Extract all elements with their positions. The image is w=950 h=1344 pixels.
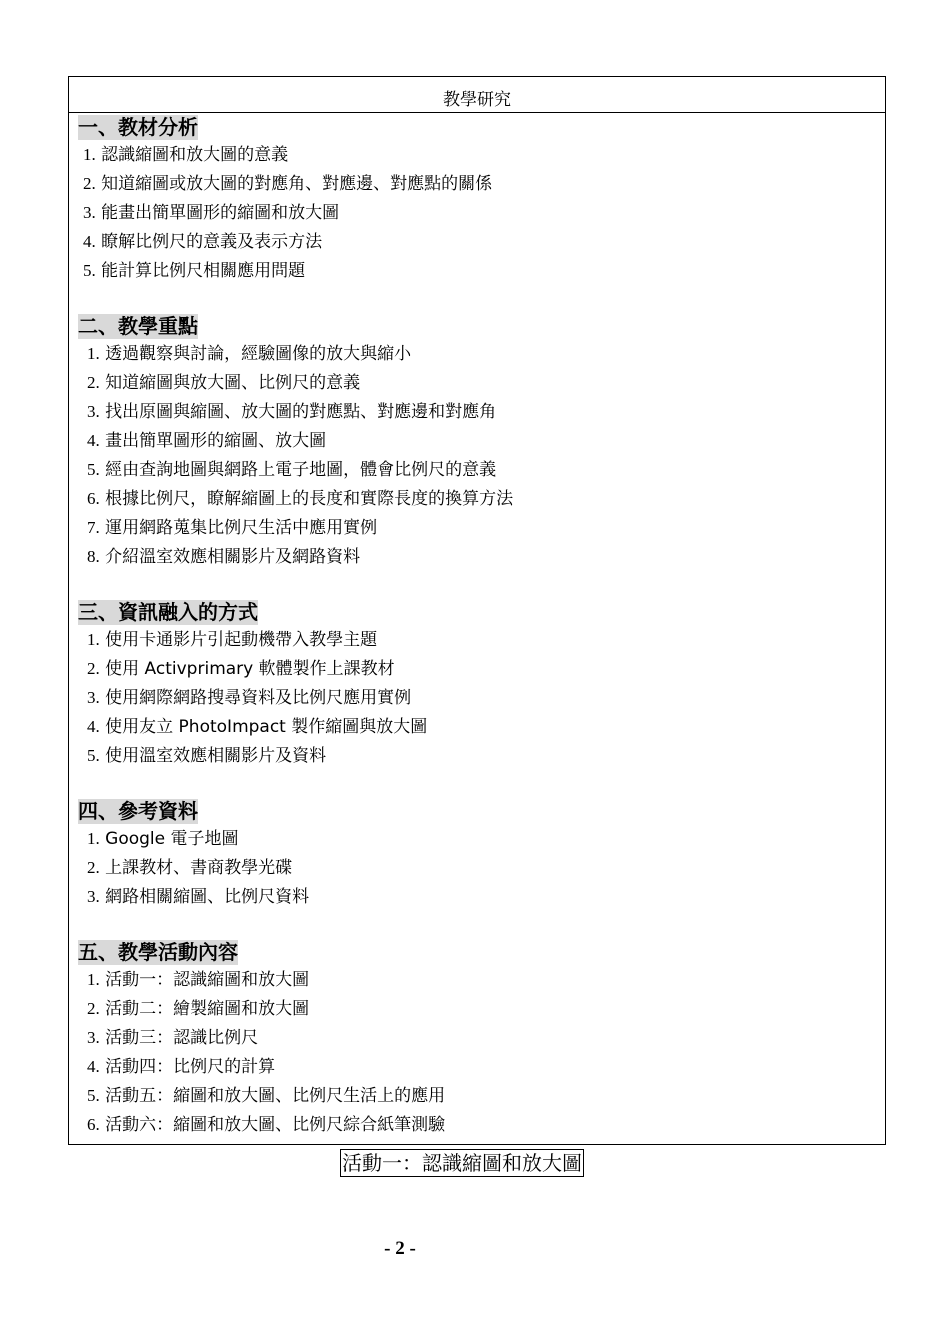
item-number: 2.	[87, 999, 100, 1018]
item-text: 能計算比例尺相關應用問題	[101, 261, 306, 281]
list-item	[78, 198, 885, 227]
list-item	[78, 484, 885, 513]
item-number: 5.	[87, 1086, 100, 1105]
section-teaching-material-analysis	[78, 115, 885, 285]
item-number: 2.	[83, 174, 96, 193]
item-number: 2.	[87, 858, 100, 877]
item-text: 根據比例尺，瞭解縮圖上的長度和實際長度的換算方法	[105, 489, 514, 509]
item-number: 7.	[87, 518, 100, 537]
list-item	[78, 1052, 885, 1081]
item-number: 3.	[87, 688, 100, 707]
item-text: 使用 Activprimary 軟體製作上課教材	[105, 659, 395, 679]
teaching-research-table	[68, 76, 886, 1145]
list-item	[78, 712, 885, 741]
item-number: 4.	[83, 232, 96, 251]
section-title: 一、教材分析	[78, 115, 198, 139]
list-item	[78, 397, 885, 426]
section-title: 五、教學活動內容	[78, 940, 238, 964]
item-text: 網路相關縮圖、比例尺資料	[105, 887, 310, 907]
list-item	[78, 853, 885, 882]
table-header: 教學研究	[69, 77, 885, 113]
list-item	[78, 741, 885, 770]
table-content	[69, 113, 885, 1139]
item-number: 2.	[87, 659, 100, 678]
item-number: 5.	[87, 746, 100, 765]
activity-title: 活動一：認識縮圖和放大圖	[342, 1151, 582, 1175]
item-list	[78, 625, 885, 770]
item-text: 認識縮圖和放大圖的意義	[101, 145, 289, 165]
list-item	[78, 824, 885, 853]
page-number: - 2 -	[384, 1238, 416, 1259]
item-list	[78, 140, 885, 285]
list-item	[78, 513, 885, 542]
item-number: 5.	[87, 460, 100, 479]
item-text: 活動一：認識縮圖和放大圖	[105, 970, 310, 990]
list-item	[78, 256, 885, 285]
item-number: 1.	[87, 829, 100, 848]
item-text: 畫出簡單圖形的縮圖、放大圖	[105, 431, 327, 451]
list-item	[78, 140, 885, 169]
list-item	[78, 227, 885, 256]
item-text: 上課教材、書商教學光碟	[105, 858, 293, 878]
list-item	[78, 683, 885, 712]
item-text: 活動二：繪製縮圖和放大圖	[105, 999, 310, 1019]
section-title: 四、參考資料	[78, 799, 198, 823]
list-item	[78, 455, 885, 484]
list-item	[78, 994, 885, 1023]
list-item	[78, 625, 885, 654]
item-number: 4.	[87, 717, 100, 736]
item-list	[78, 339, 885, 571]
item-list	[78, 965, 885, 1139]
item-text: 瞭解比例尺的意義及表示方法	[101, 232, 323, 252]
list-item	[78, 1081, 885, 1110]
item-text: 經由查詢地圖與網路上電子地圖，體會比例尺的意義	[105, 460, 497, 480]
item-number: 6.	[87, 1115, 100, 1134]
item-text: 知道縮圖與放大圖、比例尺的意義	[105, 373, 361, 393]
item-number: 3.	[83, 203, 96, 222]
item-text: 活動六：縮圖和放大圖、比例尺綜合紙筆測驗	[105, 1115, 446, 1135]
item-number: 3.	[87, 887, 100, 906]
item-text: 運用網路蒐集比例尺生活中應用實例	[105, 518, 378, 538]
section-title: 三、資訊融入的方式	[78, 600, 258, 624]
item-number: 3.	[87, 402, 100, 421]
list-item	[78, 882, 885, 911]
item-text: 活動五：縮圖和放大圖、比例尺生活上的應用	[105, 1086, 446, 1106]
item-text: 活動四：比例尺的計算	[105, 1057, 276, 1077]
section-title: 二、教學重點	[78, 314, 198, 338]
item-text: 能畫出簡單圖形的縮圖和放大圖	[101, 203, 340, 223]
section-references	[78, 799, 885, 911]
section-it-integration	[78, 600, 885, 770]
item-number: 6.	[87, 489, 100, 508]
list-item	[78, 654, 885, 683]
list-item	[78, 965, 885, 994]
list-item	[78, 1023, 885, 1052]
item-text: 使用卡通影片引起動機帶入教學主題	[105, 630, 378, 650]
item-list	[78, 824, 885, 911]
list-item	[78, 339, 885, 368]
item-number: 2.	[87, 373, 100, 392]
item-text: 找出原圖與縮圖、放大圖的對應點、對應邊和對應角	[105, 402, 497, 422]
item-number: 4.	[87, 431, 100, 450]
item-number: 1.	[87, 630, 100, 649]
item-text: 知道縮圖或放大圖的對應角、對應邊、對應點的關係	[101, 174, 493, 194]
section-teaching-focus	[78, 314, 885, 571]
item-number: 3.	[87, 1028, 100, 1047]
item-text: 透過觀察與討論，經驗圖像的放大與縮小	[105, 344, 412, 364]
item-text: 使用友立 PhotoImpact 製作縮圖與放大圖	[105, 717, 428, 737]
list-item	[78, 368, 885, 397]
item-text: Google 電子地圖	[105, 829, 239, 849]
item-number: 4.	[87, 1057, 100, 1076]
list-item	[78, 1110, 885, 1139]
item-number: 8.	[87, 547, 100, 566]
item-text: 使用網際網路搜尋資料及比例尺應用實例	[105, 688, 412, 708]
section-teaching-activities	[78, 940, 885, 1139]
item-number: 1.	[87, 970, 100, 989]
list-item	[78, 169, 885, 198]
item-number: 1.	[83, 145, 96, 164]
item-number: 1.	[87, 344, 100, 363]
item-text: 活動三：認識比例尺	[105, 1028, 259, 1048]
item-number: 5.	[83, 261, 96, 280]
list-item	[78, 426, 885, 455]
list-item	[78, 542, 885, 571]
item-text: 使用溫室效應相關影片及資料	[105, 746, 327, 766]
item-text: 介紹溫室效應相關影片及網路資料	[105, 547, 361, 567]
